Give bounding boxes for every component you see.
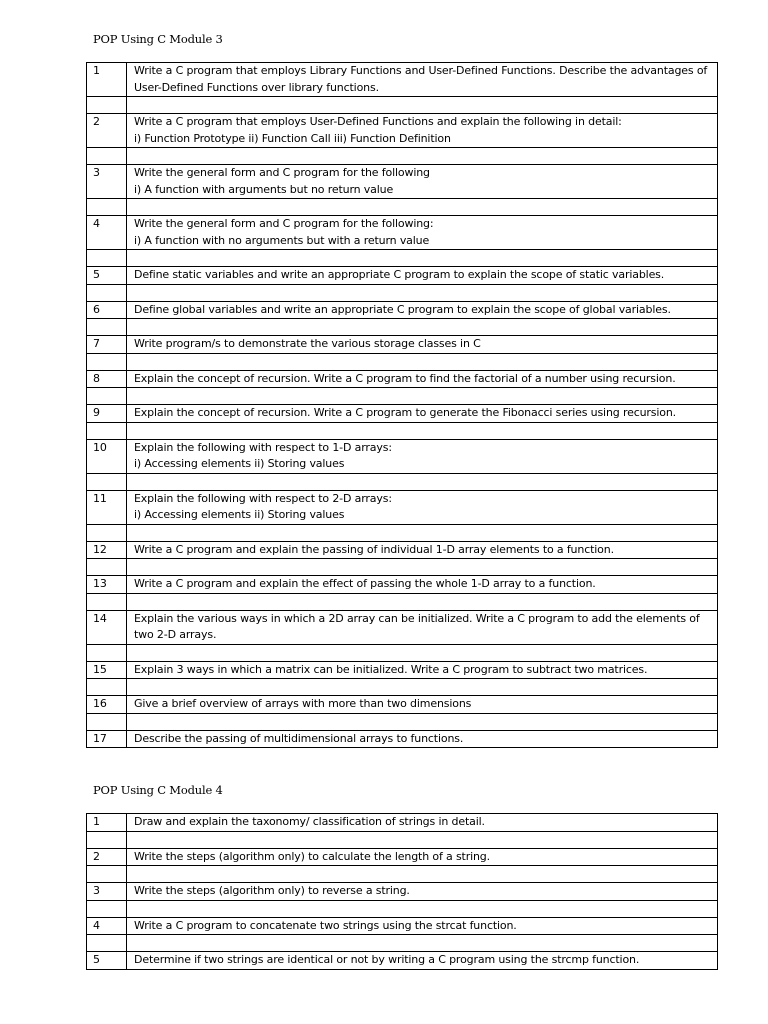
question-row [87,216,718,250]
question-row [87,661,718,679]
question-row [87,63,718,97]
spacer-row [87,250,718,267]
question-row [87,883,718,901]
question-text: Describe the passing of multidimensional arrays to functions. [127,730,718,748]
spacer-cell [87,713,127,730]
spacer-cell [87,199,127,216]
question-text: Explain the following with respect to 2-D arrays: i) Accessing elements ii) Storing values [127,490,718,524]
spacer-row [87,866,718,883]
question-number: 10 [87,439,127,473]
question-row [87,917,718,935]
spacer-row [87,524,718,541]
spacer-cell [87,679,127,696]
spacer-cell [127,866,718,883]
question-number: 13 [87,576,127,594]
spacer-cell [87,388,127,405]
question-text: Write a C program to concatenate two strings using the strcat function. [127,917,718,935]
spacer-cell [87,319,127,336]
question-text: Write a C program and explain the passing of individual 1-D array elements to a function. [127,541,718,559]
spacer-row [87,353,718,370]
question-number: 6 [87,301,127,319]
question-row [87,814,718,832]
spacer-cell [87,900,127,917]
spacer-row [87,935,718,952]
spacer-cell [127,473,718,490]
spacer-cell [87,866,127,883]
question-text: Give a brief overview of arrays with more than two dimensions [127,696,718,714]
spacer-cell [87,831,127,848]
spacer-cell [87,593,127,610]
spacer-row [87,148,718,165]
question-text: Write the general form and C program for the following i) A function with arguments but no return value [127,165,718,199]
question-row [87,576,718,594]
question-text: Draw and explain the taxonomy/ classification of strings in detail. [127,814,718,832]
question-text: Determine if two strings are identical or not by writing a C program using the strcmp function. [127,952,718,970]
question-row [87,952,718,970]
question-text: Explain the concept of recursion. Write a C program to generate the Fibonacci series using recursion. [127,405,718,423]
spacer-cell [87,97,127,114]
spacer-row [87,900,718,917]
question-row [87,405,718,423]
question-row [87,610,718,644]
question-number: 9 [87,405,127,423]
spacer-cell [87,250,127,267]
question-row [87,730,718,748]
spacer-cell [127,935,718,952]
question-text: Define static variables and write an appropriate C program to explain the scope of static variables. [127,267,718,285]
spacer-cell [87,422,127,439]
spacer-cell [127,199,718,216]
question-row [87,114,718,148]
question-number: 4 [87,917,127,935]
question-number: 1 [87,63,127,97]
spacer-row [87,679,718,696]
question-row [87,370,718,388]
spacer-row [87,319,718,336]
spacer-row [87,644,718,661]
question-number: 2 [87,114,127,148]
question-number: 16 [87,696,127,714]
spacer-row [87,593,718,610]
question-number: 4 [87,216,127,250]
question-text: Write a C program that employs User-Defined Functions and explain the following in detail: i) Function Prototype ii) Function Call iii) Function Definition [127,114,718,148]
question-text: Write the steps (algorithm only) to reverse a string. [127,883,718,901]
module-4-heading: POP Using C Module 4 [93,783,223,797]
spacer-cell [87,524,127,541]
question-row [87,267,718,285]
question-row [87,696,718,714]
question-text: Write the general form and C program for the following: i) A function with no arguments but with a return value [127,216,718,250]
question-number: 5 [87,267,127,285]
question-number: 5 [87,952,127,970]
spacer-cell [87,284,127,301]
spacer-cell [87,353,127,370]
spacer-cell [87,559,127,576]
module-3-question-table [86,62,718,748]
spacer-cell [87,935,127,952]
spacer-cell [127,713,718,730]
spacer-row [87,713,718,730]
spacer-cell [127,388,718,405]
question-number: 8 [87,370,127,388]
spacer-row [87,473,718,490]
spacer-cell [127,559,718,576]
question-number: 12 [87,541,127,559]
spacer-cell [127,422,718,439]
question-row [87,165,718,199]
question-number: 3 [87,165,127,199]
module-4-question-table [86,813,718,970]
question-number: 17 [87,730,127,748]
spacer-cell [87,148,127,165]
spacer-cell [127,900,718,917]
question-row [87,541,718,559]
spacer-row [87,388,718,405]
spacer-cell [127,319,718,336]
question-number: 14 [87,610,127,644]
spacer-cell [127,679,718,696]
question-text: Write a C program and explain the effect of passing the whole 1-D array to a function. [127,576,718,594]
question-row [87,336,718,354]
question-number: 15 [87,661,127,679]
question-number: 7 [87,336,127,354]
spacer-cell [127,97,718,114]
question-text: Explain the various ways in which a 2D array can be initialized. Write a C program to add the elements of two 2-D arrays. [127,610,718,644]
spacer-cell [127,284,718,301]
spacer-cell [127,148,718,165]
spacer-row [87,559,718,576]
spacer-row [87,199,718,216]
question-text: Explain the following with respect to 1-D arrays: i) Accessing elements ii) Storing values [127,439,718,473]
module-3-heading: POP Using C Module 3 [93,32,223,46]
spacer-cell [127,250,718,267]
spacer-cell [127,831,718,848]
spacer-row [87,284,718,301]
question-text: Write program/s to demonstrate the various storage classes in C [127,336,718,354]
spacer-row [87,422,718,439]
question-text: Explain 3 ways in which a matrix can be initialized. Write a C program to subtract two matrices. [127,661,718,679]
question-row [87,490,718,524]
question-number: 11 [87,490,127,524]
spacer-cell [87,473,127,490]
question-text: Write the steps (algorithm only) to calculate the length of a string. [127,848,718,866]
question-row [87,301,718,319]
spacer-cell [87,644,127,661]
question-text: Define global variables and write an appropriate C program to explain the scope of global variables. [127,301,718,319]
question-text: Write a C program that employs Library Functions and User-Defined Functions. Describe the advantages of User-Defined Functions over library functions. [127,63,718,97]
spacer-row [87,97,718,114]
spacer-cell [127,353,718,370]
spacer-row [87,831,718,848]
spacer-cell [127,644,718,661]
question-number: 2 [87,848,127,866]
spacer-cell [127,524,718,541]
question-number: 3 [87,883,127,901]
question-row [87,848,718,866]
question-text: Explain the concept of recursion. Write a C program to find the factorial of a number using recursion. [127,370,718,388]
question-row [87,439,718,473]
question-number: 1 [87,814,127,832]
spacer-cell [127,593,718,610]
